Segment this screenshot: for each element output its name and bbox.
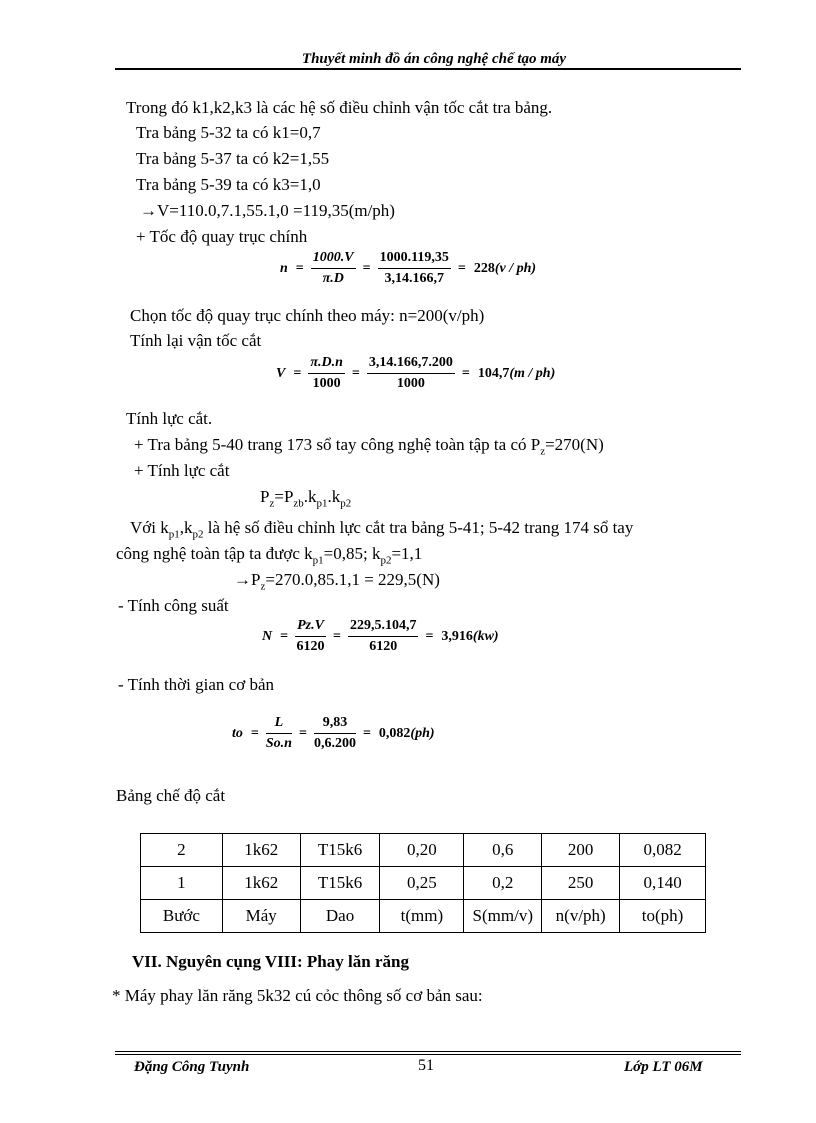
table-row xyxy=(141,834,706,867)
table-header-cell: Máy xyxy=(222,900,300,933)
table-cell: 1 xyxy=(141,867,223,900)
formula-spindle-speed: n = $\frac{1000.V}{\pi.D}$ = $\frac{1000.119,35}{3,14.166,7}$ = 228(v / ph) xyxy=(280,250,537,286)
text-line: Tính lực cắt. xyxy=(126,409,213,428)
table-cell: 0,6 xyxy=(464,834,542,867)
table-header-cell: to(ph) xyxy=(620,900,706,933)
text-line: + Tốc độ quay trục chính xyxy=(136,227,308,246)
table-cell: 2 xyxy=(141,834,223,867)
fraction-numerator: 9,83 xyxy=(314,715,356,734)
text-line: - Tính thời gian cơ bản xyxy=(118,675,274,694)
text-line: Tra bảng 5-39 ta có k3=1,0 xyxy=(136,175,321,194)
text-line: Tính lại vận tốc cắt xyxy=(130,331,262,350)
table-header-cell: t(mm) xyxy=(380,900,464,933)
text-line: Chọn tốc độ quay trục chính theo máy: n=200(v/ph) xyxy=(130,306,485,325)
fraction-numerator: 1000.V xyxy=(311,250,356,269)
formula-lhs: V xyxy=(276,365,286,381)
formula-result: 0,082(ph) xyxy=(378,725,435,741)
fraction-denominator: 0,6.200 xyxy=(313,736,356,751)
page-number: 51 xyxy=(418,1057,434,1074)
table-cell: T15k6 xyxy=(300,867,380,900)
table-header-cell: Bước xyxy=(141,900,223,933)
cutting-regime-table xyxy=(140,833,706,933)
text-line: công nghệ toàn tập ta được $k_{p1}=0,85$; $k_{p2}=1,1$ xyxy=(116,544,423,567)
text-line: Tra bảng 5-32 ta có k1=0,7 xyxy=(136,123,321,142)
page-header-title: Thuyết minh đồ án công nghệ chế tạo máy xyxy=(301,51,567,67)
formula-lhs: n xyxy=(280,260,288,276)
velocity-calc: V=110.0,7.1,55.1,0 =119,35(m/ph) xyxy=(157,201,395,220)
formula-result: 104,7(m / ph) xyxy=(477,365,556,381)
table-header-cell: S(mm/v) xyxy=(464,900,542,933)
text-line: Trong đó k1,k2,k3 là các hệ số điều chỉnh vận tốc cắt tra bảng. xyxy=(126,98,553,117)
table-row xyxy=(141,867,706,900)
fraction-numerator: 229,5.104,7 xyxy=(348,618,419,637)
formula-machining-time: to = $\frac{L}{So.n}$ = $\frac{9,83}{0,6.200}$ = 0,082(ph) xyxy=(232,715,435,751)
arrow-icon: → xyxy=(140,201,157,220)
table-cell: 250 xyxy=(542,867,620,900)
text-line: - Tính công suất xyxy=(118,596,229,615)
section-caption: Bảng chế độ cắt xyxy=(116,786,226,805)
fraction-denominator: π.D xyxy=(322,271,344,286)
cutting-force-formula: $P_z=P_{zb}.k_{p1}.k_{p2}$ xyxy=(260,487,352,510)
formula-cutting-speed: V = $\frac{\pi.D.n}{1000}$ = $\frac{3,14.166,7.200}{1000}$ = 104,7(m / ph) xyxy=(276,355,556,391)
footer-rule-top xyxy=(115,1051,741,1052)
formula-result: 228(v / ph) xyxy=(473,260,537,276)
formula-lhs: to xyxy=(232,725,243,741)
table-header-cell: n(v/ph) xyxy=(542,900,620,933)
formula-power: N = $\frac{Pz.V}{6120}$ = $\frac{229,5.104,7}{6120}$ = 3,916(kw) xyxy=(262,618,499,654)
footer-class: Lớp LT 06M xyxy=(624,1059,703,1075)
fraction-numerator: L xyxy=(266,715,292,734)
table-cell: 1k62 xyxy=(222,867,300,900)
fraction-denominator: 1000 xyxy=(312,376,341,391)
footer-author: Đặng Công Tuynh xyxy=(134,1059,250,1075)
table-cell: 0,082 xyxy=(620,834,706,867)
table-cell: 0,2 xyxy=(464,867,542,900)
text-line: Với $k_{p1},k_{p2}$ là hệ số điều chỉnh lực cắt tra bảng 5-41; 5-42 trang 174 sổ tay xyxy=(130,518,634,541)
table-cell: 0,140 xyxy=(620,867,706,900)
table-header-row xyxy=(141,900,706,933)
fraction-denominator: 1000 xyxy=(396,376,425,391)
fraction-denominator: 6120 xyxy=(369,639,398,654)
fraction-numerator: 1000.119,35 xyxy=(378,250,451,269)
section-heading: VII. Nguyên cụng VIII: Phay lăn răng xyxy=(132,952,409,971)
table-header-cell: Dao xyxy=(300,900,380,933)
arrow-icon: → xyxy=(234,570,251,589)
text-line: * Máy phay lăn răng 5k32 cú cỏc thông số cơ bản sau: xyxy=(112,986,483,1005)
table-cell: 0,20 xyxy=(380,834,464,867)
fraction-denominator: 3,14.166,7 xyxy=(384,271,444,286)
fraction-denominator: 6120 xyxy=(296,639,325,654)
footer-rule-bottom xyxy=(115,1054,741,1055)
text-line: + Tra bảng 5-40 trang 173 sổ tay công nghệ toàn tập ta có $P_z=270(N)$ xyxy=(134,435,604,458)
table-cell: 200 xyxy=(542,834,620,867)
text-line: $\to P_z=270.0,85.1,1 = 229,5(N)$ xyxy=(234,570,440,593)
fraction-numerator: 3,14.166,7.200 xyxy=(367,355,455,374)
table-cell: 0,25 xyxy=(380,867,464,900)
fraction-numerator: π.D.n xyxy=(308,355,345,374)
text-line: Tra bảng 5-37 ta có k2=1,55 xyxy=(136,149,330,168)
fraction-numerator: Pz.V xyxy=(295,618,326,637)
text-line xyxy=(140,202,395,219)
fraction-denominator: So.n xyxy=(265,736,292,751)
formula-lhs: N xyxy=(262,628,273,644)
table-cell: T15k6 xyxy=(300,834,380,867)
formula-result: 3,916(kw) xyxy=(441,628,499,644)
table-cell: 1k62 xyxy=(222,834,300,867)
text-line: + Tính lực cắt xyxy=(134,461,230,480)
header-rule xyxy=(115,68,741,70)
